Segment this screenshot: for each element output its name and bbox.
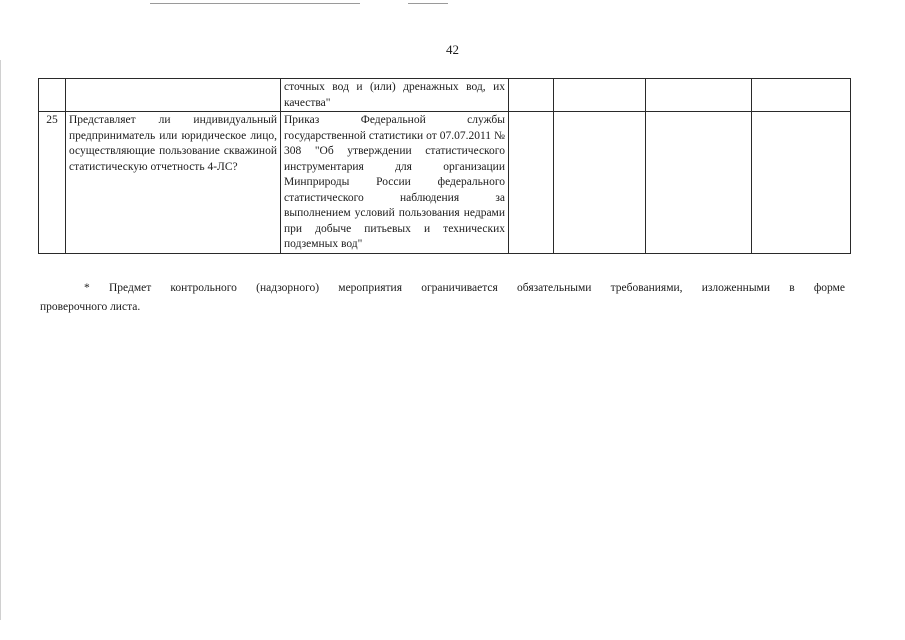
footnote-line-2: проверочного листа. [40, 301, 141, 313]
note-cell [752, 112, 851, 254]
answer-no-cell [554, 79, 646, 112]
question-cell: Представляет ли индивидуальный предприниматель или юридическое лицо, осуществляющие пользование скважиной статистическую отчетность 4-ЛС? [66, 112, 281, 254]
scan-artifact-edge [0, 60, 1, 620]
scan-artifact-line [408, 3, 448, 4]
table-row [39, 79, 851, 112]
answer-yes-cell [509, 112, 554, 254]
footnote-line-1: * Предмет контрольного (надзорного) мероприятия ограничивается обязательными требованиями, изложенными в форме [84, 282, 845, 294]
legal-basis-cell: Приказ Федеральной службы государственной статистики от 07.07.2011 № 308 "Об утверждении статистического инструментария для организации Минприроды России федерального статистического наблюдения за выполнением условий пользования недрами при добыче питьевых и технических подземных вод" [281, 112, 509, 254]
answer-not-applicable-cell [646, 79, 752, 112]
legal-basis-cell: сточных вод и (или) дренажных вод, их качества" [281, 79, 509, 112]
row-number-cell [39, 79, 66, 112]
scan-artifact-line [150, 3, 360, 4]
page-number: 42 [446, 42, 459, 57]
footnote [40, 279, 845, 317]
checklist-table [38, 78, 851, 254]
answer-not-applicable-cell [646, 112, 752, 254]
table-row [39, 112, 851, 254]
note-cell [752, 79, 851, 112]
row-number-cell: 25 [39, 112, 66, 254]
answer-yes-cell [509, 79, 554, 112]
answer-no-cell [554, 112, 646, 254]
question-cell [66, 79, 281, 112]
